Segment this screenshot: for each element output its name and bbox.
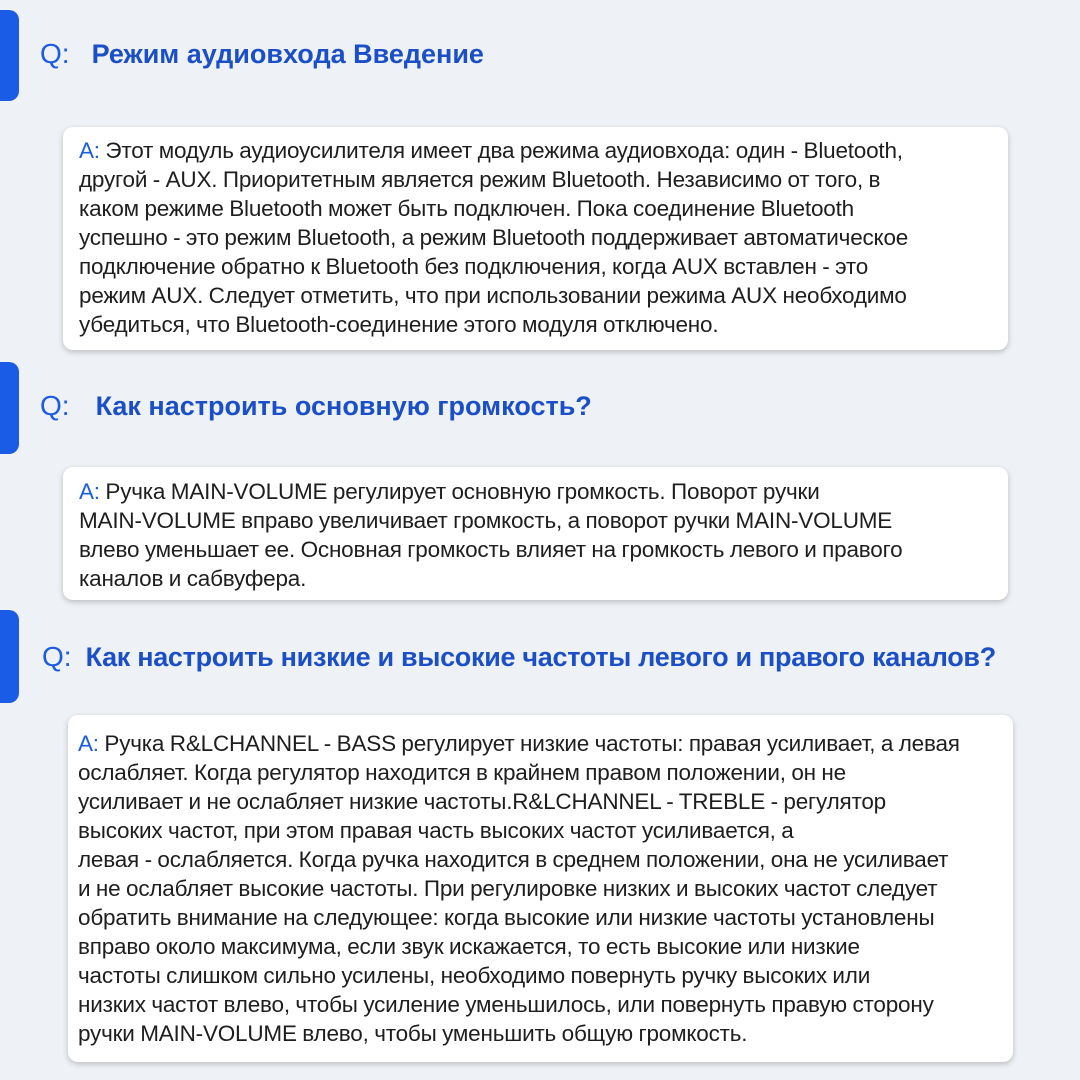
answer-card <box>63 467 1008 600</box>
answer-card <box>63 127 1008 350</box>
answer-card <box>68 715 1013 1062</box>
question-heading <box>42 641 996 673</box>
question-text: Режим аудиовхода Введение <box>91 38 484 69</box>
question-colon: : <box>61 390 70 421</box>
answer-body: Ручка R&LCHANNEL - BASS регулирует низкие частоты: правая усиливает, а левая ослабляет. Когда регулятор находится в крайнем правом положении, он не усиливает и не ослабляет низкие частоты.R&LCHANNEL - TREBLE - регулятор высоких частот, при этом правая часть высоких частот усиливается, а левая - ослабляется. Когда ручка находится в среднем положении, она не усиливает и не ослабляет высокие частоты. При регулировке низких и высоких частот следует обратить внимание на следующее: когда высокие или низкие частоты установлены вправо около максимума, если звук искажается, то есть высокие или низкие частоты слишком сильно усилены, необходимо повернуть ручку высоких или низких частот влево, чтобы усиление уменьшилось, или повернуть правую сторону ручки MAIN-VOLUME влево, чтобы уменьшить общую громкость. <box>78 731 960 1046</box>
question-accent-bar <box>0 362 19 454</box>
answer-prefix: A: <box>78 731 99 756</box>
question-prefix: Q <box>42 641 64 672</box>
question-text: Как настроить низкие и высокие частоты левого и правого каналов? <box>85 641 996 672</box>
question-accent-bar <box>0 610 19 703</box>
answer-text <box>79 477 994 593</box>
question-prefix: Q <box>40 390 62 421</box>
question-accent-bar <box>0 10 19 101</box>
question-colon: : <box>61 38 70 69</box>
question-prefix: Q <box>40 38 62 69</box>
answer-body: Этот модуль аудиоусилителя имеет два режима аудиовхода: один - Bluetooth, другой - AUX. Приоритетным является режим Bluetooth. Независимо от того, в каком режиме Bluetooth может быть подключен. Пока соединение Bluetooth успешно - это режим Bluetooth, а режим Bluetooth поддерживает автоматическое подключение обратно к Bluetooth без подключения, когда AUX вставлен - это режим AUX. Следует отметить, что при использовании режима AUX необходимо убедиться, что Bluetooth-соединение этого модуля отключено. <box>79 138 909 337</box>
answer-prefix: A: <box>79 138 100 163</box>
answer-body: Ручка MAIN-VOLUME регулирует основную громкость. Поворот ручки MAIN-VOLUME вправо увеличивает громкость, а поворот ручки MAIN-VOLUME влево уменьшает ее. Основная громкость влияет на громкость левого и правого каналов и сабвуфера. <box>79 479 903 591</box>
answer-text <box>79 136 994 339</box>
answer-text <box>78 729 1005 1048</box>
answer-prefix: A: <box>79 479 100 504</box>
question-heading <box>40 390 592 422</box>
question-colon: : <box>63 641 72 672</box>
question-heading <box>40 38 484 70</box>
question-text: Как настроить основную громкость? <box>95 390 592 421</box>
